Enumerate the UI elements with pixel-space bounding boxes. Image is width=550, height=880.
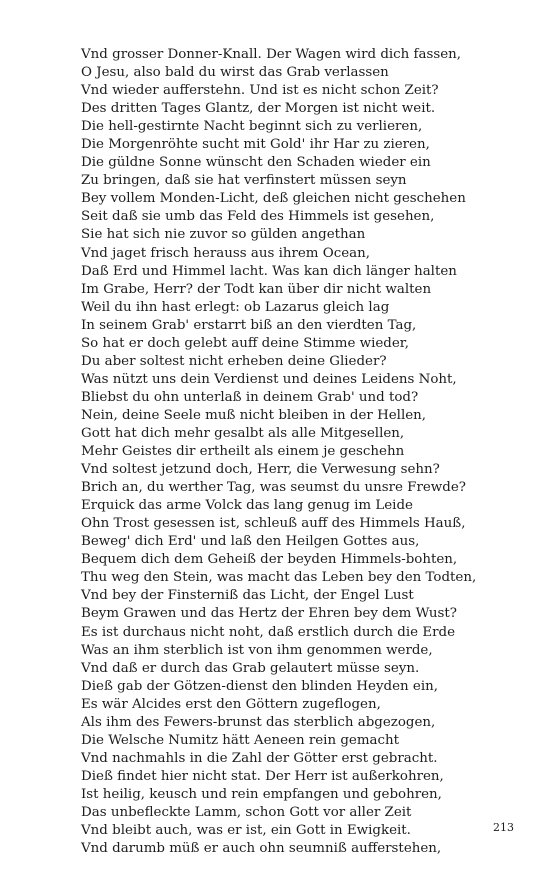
- verse-line: Daß Erd und Himmel lacht. Was kan dich länger halten: [81, 263, 457, 279]
- verse-line: Vnd bey der Finsterniß das Licht, der Engel Lust: [81, 588, 414, 604]
- verse-line: Dieß findet hier nicht stat. Der Herr ist außerkohren,: [81, 768, 444, 784]
- verse-line: Die güldne Sonne wünscht den Schaden wieder ein: [81, 155, 431, 171]
- verse-line: Weil du ihn hast erlegt: ob Lazarus gleich lag: [81, 299, 390, 315]
- verse-line: Es wär Alcides erst den Göttern zugeflogen,: [81, 696, 381, 712]
- verse-line: Was an ihm sterblich ist von ihm genommen werde,: [81, 642, 433, 658]
- verse-line: Bey vollem Monden-Licht, deß gleichen nicht geschehen: [81, 191, 466, 207]
- verse-line: O Jesu, also bald du wirst das Grab verlassen: [81, 65, 389, 81]
- page-number: 213: [493, 821, 514, 834]
- verse-line: Die Welsche Numitz hätt Aeneen rein gemacht: [81, 732, 400, 748]
- verse-line: Vnd wieder aufferstehn. Und ist es nicht schon Zeit?: [81, 83, 439, 99]
- verse-line: Du aber soltest nicht erheben deine Glieder?: [81, 353, 387, 369]
- verse-line: Die hell-gestirnte Nacht beginnt sich zu verlieren,: [81, 119, 423, 135]
- verse-line: Mehr Geistes dir ertheilt als einem je geschehn: [81, 444, 405, 460]
- verse-line: Gott hat dich mehr gesalbt als alle Mitgesellen,: [81, 425, 405, 441]
- poem-text: [81, 46, 521, 858]
- verse-line: Sie hat sich nie zuvor so gülden angethan: [81, 227, 366, 243]
- verse-line: Dieß gab der Götzen-dienst den blinden Heyden ein,: [81, 678, 439, 694]
- verse-line: Zu bringen, daß sie hat verfinstert müssen seyn: [81, 173, 407, 189]
- verse-line: Des dritten Tages Glantz, der Morgen ist nicht weit.: [81, 101, 436, 117]
- verse-line: In seinem Grab' erstarrt biß an den vierdten Tag,: [81, 317, 417, 333]
- verse-line: Vnd grosser Donner-Knall. Der Wagen wird dich fassen,: [81, 47, 462, 62]
- verse-line: Beweg' dich Erd' und laß den Heilgen Gottes aus,: [81, 534, 420, 550]
- verse-line: Brich an, du werther Tag, was seumst du unsre Frewde?: [81, 480, 466, 496]
- verse-line: Bequem dich dem Geheiß der beyden Himmels-bohten,: [81, 552, 458, 568]
- verse-line: Ist heilig, keusch und rein empfangen und gebohren,: [81, 786, 442, 802]
- verse-line: Die Morgenröhte sucht mit Gold' ihr Har zu zieren,: [81, 137, 430, 153]
- verse-line: Vnd daß er durch das Grab gelautert müsse seyn.: [81, 660, 420, 676]
- verse-line: Im Grabe, Herr? der Todt kan über dir nicht walten: [81, 281, 432, 297]
- verse-line: Beym Grawen und das Hertz der Ehren bey dem Wust?: [81, 606, 457, 622]
- verse-line: Ohn Trost gesessen ist, schleuß auff des Himmels Hauß,: [81, 516, 466, 532]
- verse-line: Thu weg den Stein, was macht das Leben bey den Todten,: [81, 570, 477, 586]
- verse-line: Erquick das arme Volck das lang genug im Leide: [81, 498, 413, 514]
- verse-line: Nein, deine Seele muß nicht bleiben in der Hellen,: [81, 407, 427, 423]
- verse-line: Vnd darumb müß er auch ohn seumniß aufferstehen,: [81, 841, 442, 857]
- verse-line: Das unbefleckte Lamm, schon Gott vor aller Zeit: [81, 804, 412, 820]
- verse-line: Vnd soltest jetzund doch, Herr, die Verwesung sehn?: [81, 462, 440, 478]
- verse-line: Bliebst du ohn unterlaß in deinem Grab' und tod?: [81, 389, 419, 405]
- verse-line: Es ist durchaus nicht noht, daß erstlich durch die Erde: [81, 624, 455, 640]
- verse-line: Vnd jaget frisch herauss aus ihrem Ocean,: [81, 245, 371, 261]
- verse-line: Als ihm des Fewers-brunst das sterblich abgezogen,: [81, 714, 436, 730]
- verse-line: Seit daß sie umb das Feld des Himmels ist gesehen,: [81, 209, 435, 225]
- verse-line: Vnd bleibt auch, was er ist, ein Gott in Ewigkeit.: [81, 823, 411, 839]
- verse-line: Vnd nachmahls in die Zahl der Götter erst gebracht.: [81, 750, 438, 766]
- verse-line: Was nützt uns dein Verdienst und deines Leidens Noht,: [81, 371, 457, 387]
- verse-line: So hat er doch gelebt auff deine Stimme wieder,: [81, 335, 409, 351]
